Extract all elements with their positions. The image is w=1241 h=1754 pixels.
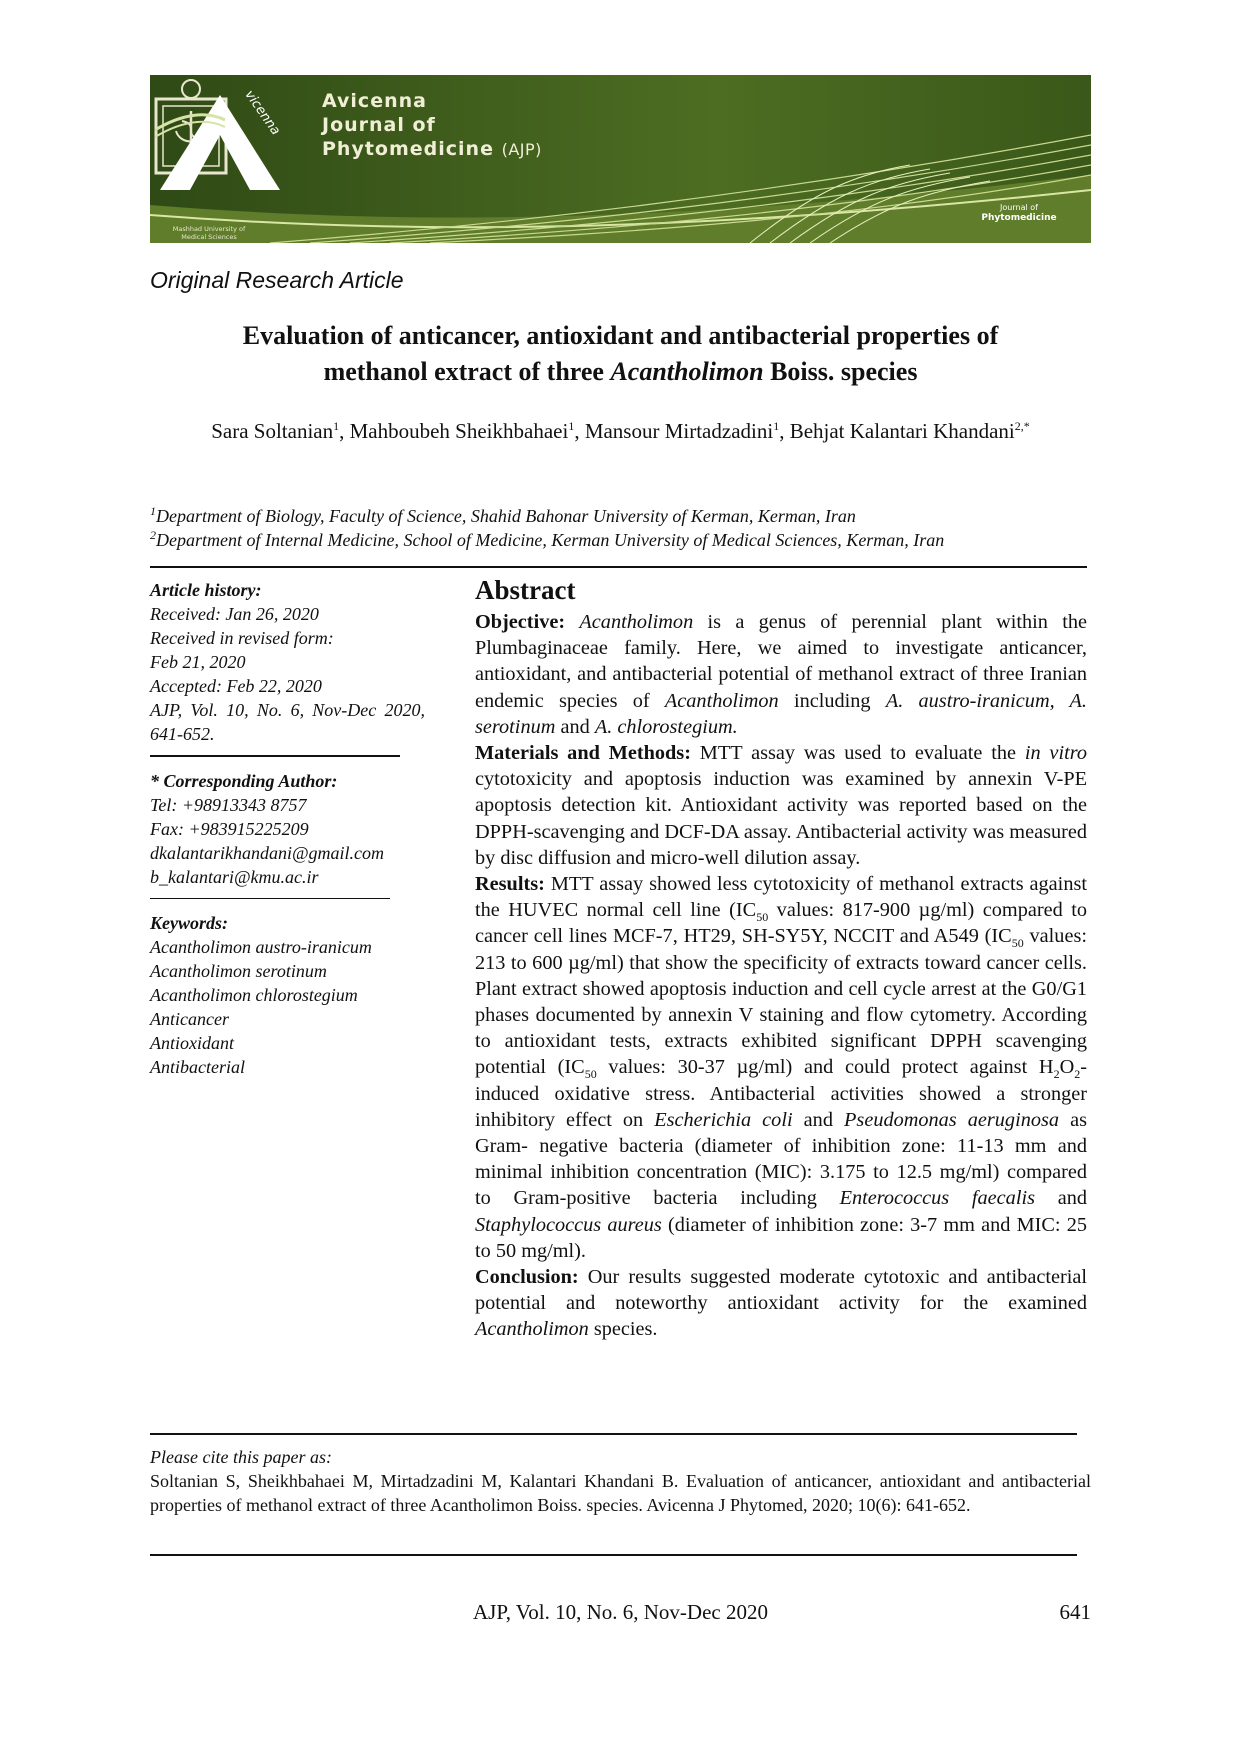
sidebar-divider (150, 898, 390, 900)
citation-label: Please cite this paper as: (150, 1447, 332, 1467)
affiliation: $^2$Department of Internal Medicine, School of Medicine, Kerman University of Medical Sciences, Kerman, Iran (150, 528, 945, 550)
keyword: Antibacterial (150, 1057, 245, 1077)
title-line2: methanol extract of three Acantholimon Boiss. species (323, 357, 918, 386)
title-line1: Evaluation of anticancer, antioxidant and antibacterial properties of (242, 321, 999, 350)
affiliations (150, 504, 1091, 552)
abstract-methods: Materials and Methods: MTT assay was used to evaluate the in vitro cytotoxicity and apoptosis induction was examined by annexin V-PE apoptosis detection kit. Antioxidant activity was reported based on the DPPH-scavenging and DCF-DA assay. Antibacterial activity was measured by disc diffusion and micro-well dilution assay. (475, 742, 1087, 869)
journal-name (322, 89, 542, 162)
abstract-results: Results: MTT assay showed less cytotoxicity of methanol extracts against the HUVEC normal cell line ($IC_{50}$ values: 817-900 µg/ml) compared to cancer cell lines MCF-7, HT29, SH-SY5Y, NCCIT and A549 ($IC_{50}$ values: 213 to 600 µg/ml) that show the specificity of extracts toward cancer cells. Plant extract showed apoptosis induction and cell cycle arrest at the G0/G1 phases documented by annexin V staining and flow cytometry. According to antioxidant tests, extracts exhibited significant DPPH scavenging potential ($IC_{50}$ values: 30-37 µg/ml) and could protect against $H_2O_2$-induced oxidative stress. Antibacterial activities showed a stronger inhibitory effect on Escherichia coli and Pseudomonas aeruginosa as Gram- negative bacteria (diameter of inhibition zone: 11-13 mm and minimal inhibition concentration (MIC): 3.175 to 12.5 mg/ml) compared to Gram-positive bacteria including Enterococcus faecalis and Staphylococcus aureus (diameter of inhibition zone: 3-7 mm and MIC: 25 to 50 mg/ml). (475, 873, 1088, 1262)
page-number: 641 (1059, 1600, 1091, 1624)
keyword: Acantholimon austro-iranicum (150, 937, 372, 957)
author: Behjat Kalantari Khandani$^{2,*}$ (789, 419, 1030, 443)
journal-logo-arc-text: vicenna (241, 87, 283, 139)
header-divider (150, 566, 1087, 568)
footer-journal-info: AJP, Vol. 10, No. 6, Nov-Dec 2020 (473, 1600, 768, 1624)
article-type: Original Research Article (150, 267, 404, 293)
journal-name-line1: Avicenna (322, 90, 427, 112)
journal-logo-caption-small: Journal of (1000, 203, 1038, 212)
journal-name-line2: Journal of (322, 114, 436, 136)
abstract-conclusion: Conclusion: Our results suggested moderate cytotoxic and antibacterial potential and noteworthy antioxidant activity for the examined Acantholimon species. (475, 1266, 1087, 1341)
corresponding-email[interactable]: dkalantarikhandani@gmail.com (150, 842, 385, 863)
journal-banner (150, 75, 1091, 243)
author: Mansour Mirtadzadini$^1$, (584, 419, 790, 443)
abstract (475, 573, 1087, 1343)
keyword: Antioxidant (150, 1033, 234, 1053)
citation-bottom-divider (150, 1554, 1077, 1556)
journal-abbreviation: (AJP) (501, 140, 542, 159)
sidebar-divider (150, 755, 400, 757)
keyword: Acantholimon serotinum (150, 961, 327, 981)
paper-title (150, 318, 1091, 390)
corresponding-heading: * Corresponding Author: (150, 770, 338, 791)
author: Mahboubeh Sheikhbahaei$^1$, (349, 419, 585, 443)
revised-label: Received in revised form: (150, 628, 334, 648)
corresponding-fax: Fax: +983915225209 (150, 818, 309, 839)
journal-logo-caption-big: Phytomedicine (981, 213, 1057, 223)
keyword: Anticancer (150, 1009, 229, 1029)
abstract-heading: Abstract (475, 575, 576, 605)
affiliation: $^1$Department of Biology, Faculty of Science, Shahid Bahonar University of Kerman, Kerman, Iran (150, 504, 856, 526)
author: Sara Soltanian$^1$, (211, 419, 350, 443)
citation-block (150, 1445, 1091, 1517)
revised-date: Feb 21, 2020 (150, 652, 246, 672)
title-genus: Acantholimon (610, 357, 764, 386)
volume-info: AJP, Vol. 10, No. 6, Nov-Dec 2020, 641-652. (150, 700, 425, 744)
journal-logo-icon (150, 75, 285, 225)
history-heading: Article history: (150, 580, 262, 600)
received-date: Received: Jan 26, 2020 (150, 604, 319, 624)
citation-text: Soltanian S, Sheikhbahaei M, Mirtadzadini M, Kalantari Khandani B. Evaluation of anticancer, antioxidant and antibacterial properties of methanol extract of three Acantholimon Boiss. species. Avicenna J Phytomed, 2020; 10(6): 641-652. (150, 1471, 1091, 1515)
keyword: Acantholimon chlorostegium (150, 985, 358, 1005)
article-info-sidebar (150, 578, 425, 1079)
abstract-objective: Objective: Acantholimon is a genus of perennial plant within the Plumbaginaceae family. Here, we aimed to investigate anticancer, antioxidant, and antibacterial potential of methanol extract of three Iranian endemic species of Acantholimon including A. austro-iranicum, A. serotinum and A. chlorostegium. (475, 611, 1088, 738)
banner-swoosh-graphic (150, 75, 1091, 243)
keywords-heading: Keywords: (150, 913, 228, 933)
corresponding-email[interactable]: b_kalantari@kmu.ac.ir (150, 866, 319, 887)
citation-top-divider (150, 1433, 1077, 1435)
journal-logo-caption (955, 203, 1083, 223)
author-list (150, 418, 1091, 445)
university-caption: Mashhad University of Medical Sciences (172, 225, 246, 241)
corresponding-tel: Tel: +98913343 8757 (150, 794, 307, 815)
journal-name-line3: Phytomedicine (322, 138, 494, 160)
accepted-date: Accepted: Feb 22, 2020 (150, 676, 322, 696)
